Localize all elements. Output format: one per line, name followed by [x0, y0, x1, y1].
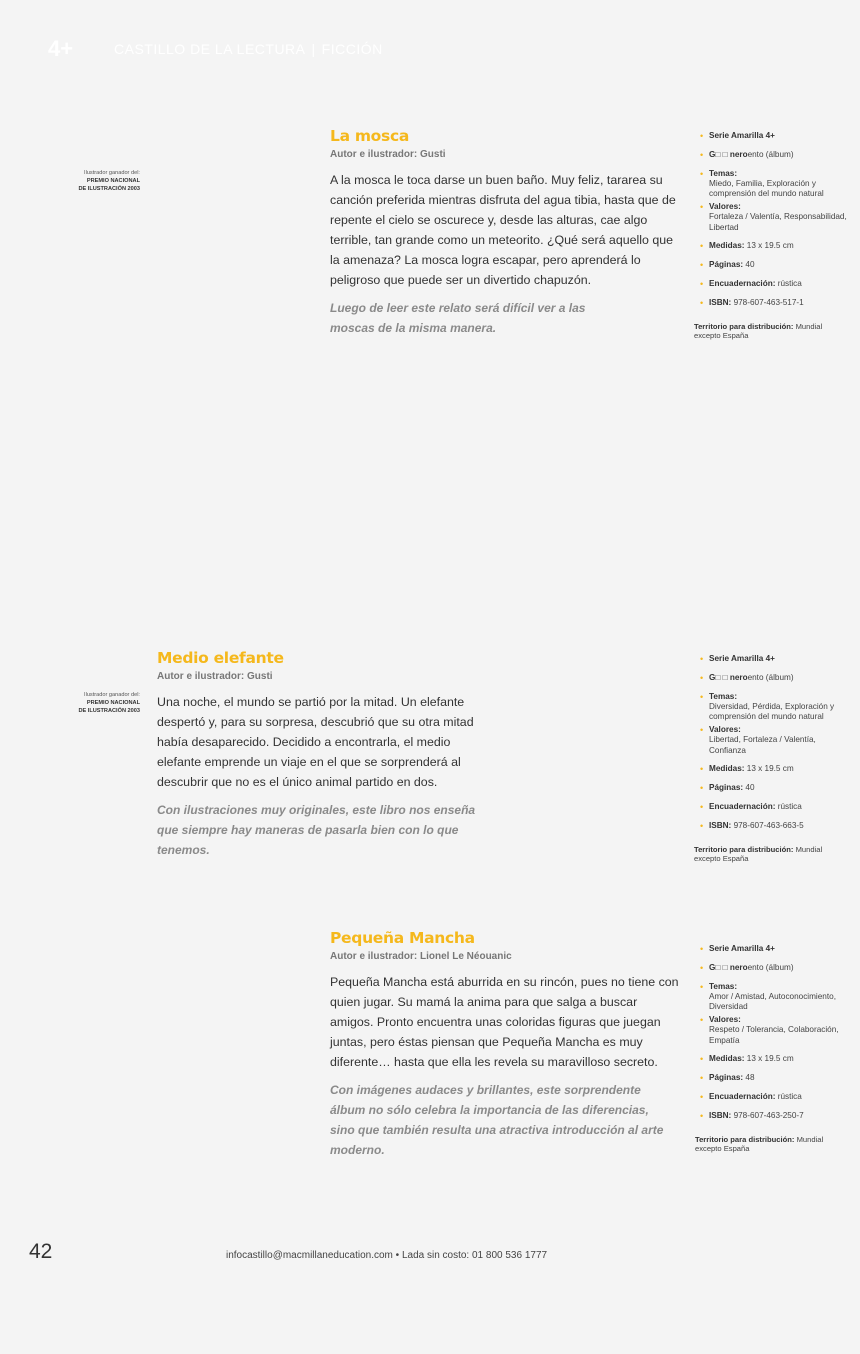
category-name: FICCIÓN	[321, 41, 383, 57]
book-entry-medio-elefante	[157, 648, 497, 860]
info-medidas: • Medidas: 13 x 19.5 cm	[700, 1054, 850, 1064]
award-intro: Ilustrador ganador del:	[84, 170, 140, 176]
award-note-2	[30, 692, 140, 715]
info-temas: • Temas: Miedo, Familia, Exploración y comprensión del mundo natural	[700, 169, 850, 200]
info-genero: • G□ □ neroento (álbum)	[700, 963, 850, 973]
book-info-medio-elefante	[694, 654, 850, 863]
page-header	[0, 0, 860, 100]
series-name: CASTILLO DE LA LECTURA	[114, 41, 306, 57]
book-info-pequena-mancha	[695, 944, 850, 1153]
book-title: Medio elefante	[157, 649, 284, 667]
book-description: Una noche, el mundo se partió por la mitad. Un elefante despertó y, para su sorpresa, descubrió que su otra mitad había desaparecido. Decidido a encontrarla, el medio elefante emprende un viaje en el que se sorprenderá al descubrir que no es el único animal partido en dos.	[157, 695, 474, 789]
info-temas: • Temas: Diversidad, Pérdida, Exploración y comprensión del mundo natural	[700, 692, 850, 723]
info-serie: • Serie Amarilla 4+	[700, 131, 850, 141]
book-highlight: Con ilustraciones muy originales, este libro nos enseña que siempre hay maneras de pasarla bien con lo que tenemos.	[157, 803, 476, 857]
info-isbn: • ISBN: 978-607-463-517-1	[700, 298, 850, 308]
book-author: Autor e ilustrador: Gusti	[157, 671, 273, 682]
info-valores: • Valores: Libertad, Fortaleza / Valentía, Confianza	[700, 725, 850, 756]
info-paginas: • Páginas: 40	[700, 783, 850, 793]
book-author: Autor e ilustrador: Lionel Le Néouanic	[330, 951, 512, 962]
award-year: DE ILUSTRACIÓN 2003	[78, 707, 140, 714]
header-separator: |	[311, 41, 316, 57]
book-entry-la-mosca	[330, 126, 678, 338]
book-description: A la mosca le toca darse un buen baño. Muy feliz, tararea su canción preferida mientras disfruta del agua tibia, hasta que de repente el cielo se oscurece y, desde las alturas, cae algo terrible, tan grande como un meteorito. ¿Qué será aquello que la amenaza? La mosca logra escapar, pero aprenderá lo peligroso que puede ser un divertido chapuzón.	[330, 173, 676, 287]
info-encuadernacion: • Encuadernación: rústica	[700, 279, 850, 289]
info-genero: • G□ □ neroento (álbum)	[700, 673, 850, 683]
book-description: Pequeña Mancha está aburrida en su rincón, pues no tiene con quien jugar. Su mamá la anima para que salga a buscar amigos. Pronto encuentra unas coloridas figuras que juegan juntas, pero éstas piensan que Pequeña Mancha es muy diferente… hasta que ella les revela su maravilloso secreto.	[330, 975, 679, 1069]
distribution-territory: Territorio para distribución: Mundial excepto España	[694, 322, 823, 340]
info-temas: • Temas: Amor / Amistad, Autoconocimiento, Diversidad	[700, 982, 850, 1013]
award-year: DE ILUSTRACIÓN 2003	[78, 185, 140, 192]
info-serie: • Serie Amarilla 4+	[700, 944, 850, 954]
book-highlight: Con imágenes audaces y brillantes, este sorprendente álbum no sólo celebra la importancia de las diferencias, sino que también resulta una atractiva introducción al arte moderno.	[330, 1083, 664, 1157]
info-serie: • Serie Amarilla 4+	[700, 654, 850, 664]
info-genero: • G□ □ neroento (álbum)	[700, 150, 850, 160]
award-name: PREMIO NACIONAL	[86, 177, 140, 184]
info-paginas: • Páginas: 48	[700, 1073, 850, 1083]
award-intro: Ilustrador ganador del:	[84, 692, 140, 698]
missing-glyph-icon: □ □	[715, 672, 730, 682]
info-medidas: • Medidas: 13 x 19.5 cm	[700, 241, 850, 251]
distribution-territory: Territorio para distribución: Mundial excepto España	[695, 1135, 824, 1153]
book-info-la-mosca	[694, 131, 850, 340]
book-title: La mosca	[330, 127, 410, 145]
page-number: 42	[29, 1240, 53, 1263]
award-note-1	[30, 170, 140, 193]
info-encuadernacion: • Encuadernación: rústica	[700, 1092, 850, 1102]
award-name: PREMIO NACIONAL	[86, 699, 140, 706]
collection-title	[114, 41, 383, 57]
missing-glyph-icon: □ □	[715, 962, 730, 972]
info-paginas: • Páginas: 40	[700, 260, 850, 270]
book-title: Pequeña Mancha	[330, 929, 475, 947]
book-author: Autor e ilustrador: Gusti	[330, 149, 446, 160]
info-isbn: • ISBN: 978-607-463-663-5	[700, 821, 850, 831]
footer-contact: infocastillo@macmillaneducation.com • Lada sin costo: 01 800 536 1777	[226, 1250, 548, 1261]
distribution-territory: Territorio para distribución: Mundial excepto España	[694, 845, 823, 863]
book-highlight: Luego de leer este relato será difícil ver a las moscas de la misma manera.	[330, 301, 586, 335]
age-label: 4+	[48, 36, 74, 61]
info-valores: • Valores: Respeto / Tolerancia, Colaboración, Empatía	[700, 1015, 850, 1046]
info-valores: • Valores: Fortaleza / Valentía, Responsabilidad, Libertad	[700, 202, 850, 233]
info-encuadernacion: • Encuadernación: rústica	[700, 802, 850, 812]
book-entry-pequena-mancha	[330, 928, 680, 1160]
info-isbn: • ISBN: 978-607-463-250-7	[700, 1111, 850, 1121]
missing-glyph-icon: □ □	[715, 149, 730, 159]
info-medidas: • Medidas: 13 x 19.5 cm	[700, 764, 850, 774]
